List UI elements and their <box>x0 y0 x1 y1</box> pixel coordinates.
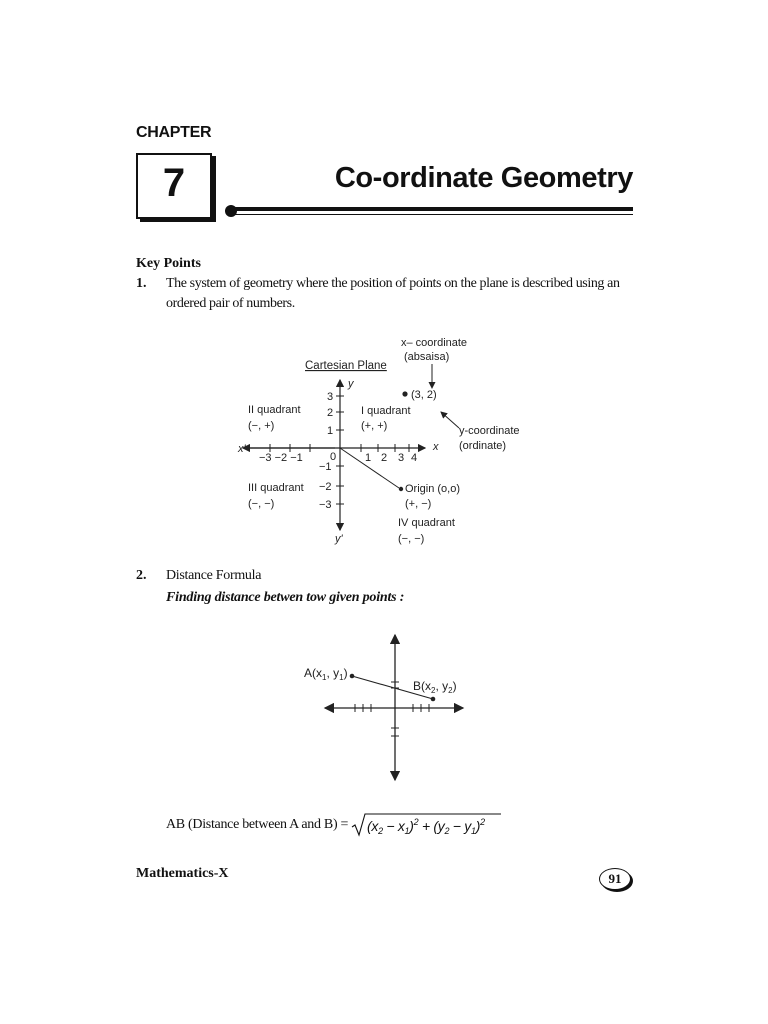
point-a-label: $A(x_1$, $y_1$) <box>304 666 348 682</box>
quadrant-2-signs: (−, +) <box>248 420 275 432</box>
y-axis-negative-label: y' <box>335 533 343 545</box>
quadrant-1-name: I quadrant <box>361 405 411 417</box>
item-2-text: Distance Formula <box>166 568 262 583</box>
x-coordinate-note-sub: (absaisa) <box>404 351 450 363</box>
y-axis-label: y <box>348 378 354 390</box>
y-tick-label: 3 <box>327 391 334 403</box>
x-tick-label: 1 <box>365 452 372 464</box>
svg-text:(x2 − x1)2 + (y2 − y1)2: $(x_2 - x_1)^2 + (y_2 - y_1)^2$ <box>367 817 486 836</box>
y-coordinate-note: y-coordinate <box>459 425 520 437</box>
y-tick-label: −1 <box>319 461 332 473</box>
y-coordinate-arrow <box>441 412 459 428</box>
point-a <box>350 674 355 679</box>
point-b <box>431 697 436 702</box>
x-coordinate-note: x– coordinate <box>401 337 468 349</box>
origin-annotation: Origin (o,o) <box>405 483 461 495</box>
x-tick-label: 2 <box>381 452 388 464</box>
quadrant-1-signs: (+, +) <box>361 420 388 432</box>
x-tick-label: 4 <box>411 452 418 464</box>
quadrant-4-signs: (−, −) <box>398 533 425 545</box>
quadrant-3-signs: (−, −) <box>248 498 275 510</box>
chapter-number-box <box>136 153 212 219</box>
quadrant-2-name: II quadrant <box>248 404 301 416</box>
y-tick-label: 1 <box>327 425 334 437</box>
formula-radical <box>351 812 503 838</box>
point-3-2 <box>402 391 407 396</box>
y-tick-label: −3 <box>319 499 332 511</box>
page-number-badge: 91 <box>599 868 631 890</box>
formula-lhs: AB (Distance between A and B) = <box>166 817 349 833</box>
chapter-number: 7 <box>162 161 186 205</box>
chapter-title: Co-ordinate Geometry <box>334 162 633 194</box>
distance-formula <box>166 812 503 838</box>
x-axis-negative-label: x' <box>238 443 246 455</box>
x-axis-label: x <box>433 441 439 453</box>
item-2-number: 2. <box>136 568 147 583</box>
chapter-label: CHAPTER <box>136 124 212 141</box>
footer-book-title: Mathematics-X <box>136 866 229 881</box>
y-tick-label: −2 <box>319 481 332 493</box>
x-tick-negative-labels: −3 −2 −1 <box>259 452 303 464</box>
quadrant-3-name: III quadrant <box>248 482 304 494</box>
y-tick-label: 2 <box>327 407 334 419</box>
key-points-heading: Key Points <box>136 256 201 271</box>
quadrant-4-name: IV quadrant <box>398 517 455 529</box>
title-rule-thin <box>232 214 633 215</box>
item-1-text: The system of geometry where the position of points on the plane is described using an ordered pair of numbers. <box>166 276 620 311</box>
origin-label: 0 <box>330 451 337 463</box>
item-1-number: 1. <box>136 276 147 291</box>
title-rule <box>232 207 633 211</box>
origin-pointer-dot <box>399 487 403 491</box>
cartesian-title: Cartesian Plane <box>305 360 387 372</box>
distance-figure <box>295 628 475 784</box>
point-b-label: $B(x_2$, $y_2$) <box>413 679 457 695</box>
cartesian-plane-figure <box>235 330 535 552</box>
point-3-2-label: (3, 2) <box>411 389 437 401</box>
origin-annotation-signs: (+, −) <box>405 498 432 510</box>
x-tick-label: 3 <box>398 452 405 464</box>
y-coordinate-note-sub: (ordinate) <box>459 440 507 452</box>
item-2-subheading: Finding distance betwen tow given points : <box>166 590 405 605</box>
